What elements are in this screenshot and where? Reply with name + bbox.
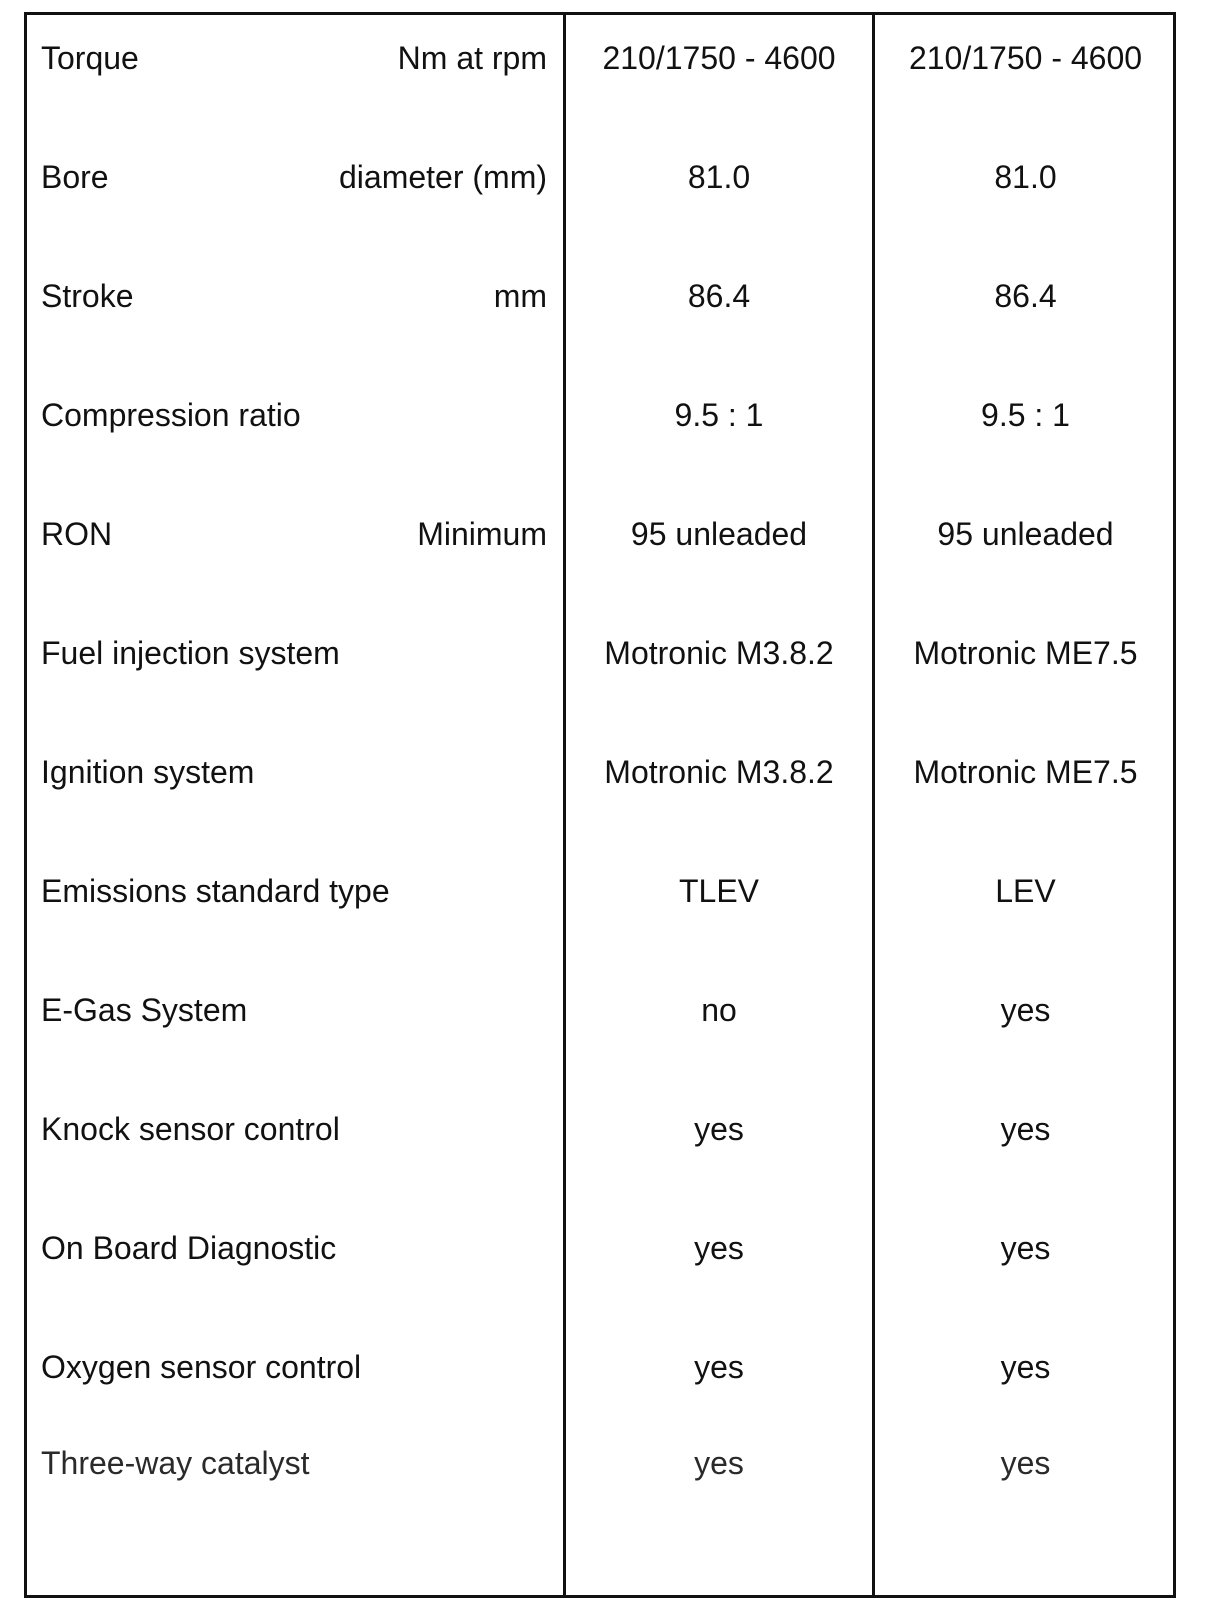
- engine-spec-table: [24, 12, 1176, 1598]
- row-label: E-Gas System: [41, 992, 248, 1028]
- table-row-knock-sensor: [27, 1099, 1173, 1159]
- row-unit: mm: [493, 278, 547, 314]
- table-row-compression-ratio: [27, 385, 1173, 445]
- row-label: Ignition system: [41, 754, 255, 790]
- table-row-obd: [27, 1218, 1173, 1278]
- row-value-2: Motronic ME7.5: [913, 754, 1138, 790]
- row-value-2: yes: [1000, 992, 1051, 1028]
- row-unit: Nm at rpm: [397, 40, 547, 76]
- table-row-catalyst: [27, 1433, 1173, 1493]
- row-value-1: Motronic M3.8.2: [604, 635, 834, 671]
- row-value-1: 81.0: [687, 159, 751, 195]
- table-row-egas: [27, 980, 1173, 1040]
- row-label: Emissions standard type: [41, 873, 390, 909]
- row-value-2: 81.0: [994, 159, 1057, 195]
- row-value-2: yes: [1000, 1349, 1051, 1385]
- table-row-bore: [27, 147, 1173, 207]
- row-value-2: yes: [1000, 1230, 1051, 1266]
- row-value-2: 86.4: [994, 278, 1057, 314]
- row-value-2: yes: [1000, 1111, 1051, 1147]
- row-label: Torque: [41, 40, 139, 76]
- row-value-2: 9.5 : 1: [981, 397, 1070, 433]
- row-value-1: 86.4: [687, 278, 751, 314]
- row-label: Oxygen sensor control: [41, 1349, 362, 1385]
- table-row-stroke: [27, 266, 1173, 326]
- row-value-2: 210/1750 - 4600: [908, 40, 1143, 76]
- row-value-2: yes: [1000, 1445, 1051, 1481]
- table-row-torque: [27, 28, 1173, 88]
- row-value-1: yes: [694, 1230, 744, 1266]
- row-label: Bore: [41, 159, 109, 195]
- row-value-1: yes: [694, 1349, 744, 1385]
- row-value-2: Motronic ME7.5: [913, 635, 1138, 671]
- row-value-1: TLEV: [678, 873, 760, 909]
- row-value-1: yes: [694, 1111, 744, 1147]
- row-label: Compression ratio: [41, 397, 301, 433]
- table-row-emissions: [27, 861, 1173, 921]
- row-value-1: Motronic M3.8.2: [604, 754, 834, 790]
- row-value-1: yes: [694, 1445, 744, 1481]
- row-label: RON: [41, 516, 113, 552]
- row-value-1: 95 unleaded: [630, 516, 808, 552]
- row-value-2: LEV: [995, 873, 1056, 909]
- table-row-oxygen-sensor: [27, 1337, 1173, 1397]
- row-value-1: 9.5 : 1: [674, 397, 764, 433]
- row-label: On Board Diagnostic: [41, 1230, 337, 1266]
- row-label: Knock sensor control: [41, 1111, 340, 1147]
- row-label: Stroke: [41, 278, 134, 314]
- row-label: Fuel injection system: [41, 635, 340, 671]
- table-row-fuel-injection: [27, 623, 1173, 683]
- row-unit: diameter (mm): [338, 159, 547, 195]
- row-unit: Minimum: [417, 516, 547, 552]
- row-value-1: 210/1750 - 4600: [602, 40, 836, 76]
- table-row-ron: [27, 504, 1173, 564]
- row-value-1: no: [701, 992, 737, 1028]
- table-row-ignition: [27, 742, 1173, 802]
- row-value-2: 95 unleaded: [937, 516, 1114, 552]
- row-label: Three-way catalyst: [41, 1445, 310, 1481]
